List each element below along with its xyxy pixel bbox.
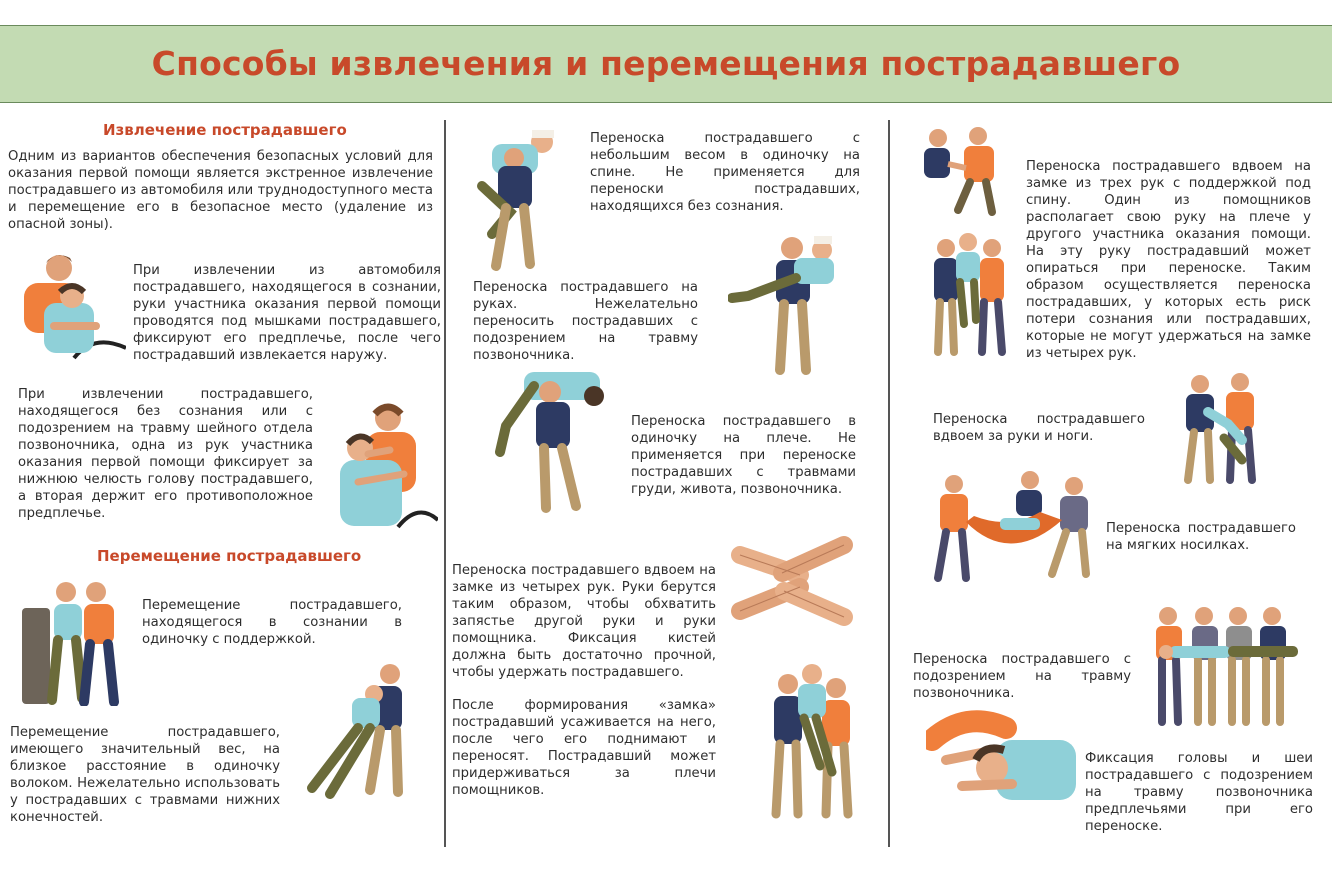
arms-legs-carry-text: Переноска пострадавшего вдвоем за руки и ноги. xyxy=(933,412,1145,444)
support-walk-illustration xyxy=(18,578,128,706)
unconscious-extraction-text: При извлечении пострадавшего, находящегося без сознания или с подозрением на травму шейного отдела позвоночника, одна из рук участника оказания первой помощи фиксирует за нижнюю челюсть голову пострадавшего, а вторая держит его противоположное предплечье. xyxy=(18,387,313,521)
car-extraction-text: При извлечении из автомобиля пострадавшего, находящегося в сознании, руки участника оказания первой помощи проводятся под мышками пострадавшего, фиксируют его предплечье, после чего пострадавший извлекается наружу. xyxy=(133,263,441,363)
title-banner xyxy=(0,25,1332,103)
back-carry-illustration xyxy=(462,124,572,272)
support-single-text: Перемещение пострадавшего, находящегося в сознании в одиночку с поддержкой. xyxy=(142,598,402,647)
arms-carry-illustration xyxy=(728,228,840,376)
after-lock-text: После формирования «замка» пострадавший усаживается на него, после чего его поднимают и переносят. Пострадавший может придерживаться за плечи помощников. xyxy=(452,698,716,798)
three-hand-lock-illustration xyxy=(918,124,1010,360)
soft-stretcher-illustration xyxy=(930,470,1098,582)
shoulder-carry-text: Переноска пострадавшего в одиночку на плече. Не применяется при переноске пострадавших с травмами груди, живота, позвоночника. xyxy=(631,414,856,497)
head-fixation-illustration xyxy=(926,710,1078,810)
car-extraction-illustration xyxy=(14,248,126,366)
shoulder-carry-illustration xyxy=(494,366,606,514)
extraction-intro-text: Одним из вариантов обеспечения безопасных условий для оказания первой помощи является экстренное извлечение пострадавшего из автомобиля или труднодоступного места и перемещение его в безопасное место (удаление из опасной зоны). xyxy=(8,149,433,232)
spine-carry-text: Переноска пострадавшего с подозрением на травму позвоночника. xyxy=(913,652,1131,701)
drag-illustration xyxy=(300,660,410,800)
arms-legs-carry-illustration xyxy=(1172,368,1260,484)
movement-heading: Перемещение пострадавшего xyxy=(97,547,362,565)
three-hand-lock-text: Переноска пострадавшего вдвоем на замке из трех рук с поддержкой под спину. Один из помощников располагает свою руку на плече у другого участника оказания помощи. На эту руку пострадавший может опираться при переноске. Таким образом осуществляется переноска пострадавших, у которых есть риск потери сознания или пострадавших, которые не могут удержаться на замке из четырех рук. xyxy=(1026,159,1311,361)
back-carry-text: Переноска пострадавшего с небольшим весом в одиночку на спине. Не применяется для переноски пострадавших, находящихся без сознания. xyxy=(590,131,860,214)
column-divider-right xyxy=(888,120,890,847)
lock-seat-carry-illustration xyxy=(762,662,860,822)
four-hand-lock-illustration xyxy=(730,525,854,637)
extraction-heading: Извлечение пострадавшего xyxy=(103,121,347,139)
soft-stretcher-text: Переноска пострадавшего на мягких носилках. xyxy=(1106,521,1296,553)
page-title: Способы извлечения и перемещения пострадавшего xyxy=(151,44,1181,83)
column-divider-left xyxy=(444,120,446,847)
head-fixation-text: Фиксация головы и шеи пострадавшего с подозрением на травму позвоночника предплечьями при его переноске. xyxy=(1085,751,1313,834)
drag-single-text: Перемещение пострадавшего, имеющего значительный вес, на близкое расстояние в одиночку волоком. Нежелательно использовать у пострадавших с травмами нижних конечностей. xyxy=(10,725,280,825)
four-hand-lock-text: Переноска пострадавшего вдвоем на замке из четырех рук. Руки берутся таким образом, чтобы обхватить запястье другой руки и руки помощника. Фиксация кистей должна быть достаточно прочной, чтобы удержать пострадавшего. xyxy=(452,563,716,680)
spine-carry-illustration xyxy=(1150,604,1310,726)
jaw-fixation-illustration xyxy=(328,402,438,530)
arms-carry-text: Переноска пострадавшего на руках. Нежелательно переносить пострадавших с подозрением на травму позвоночника. xyxy=(473,280,698,363)
